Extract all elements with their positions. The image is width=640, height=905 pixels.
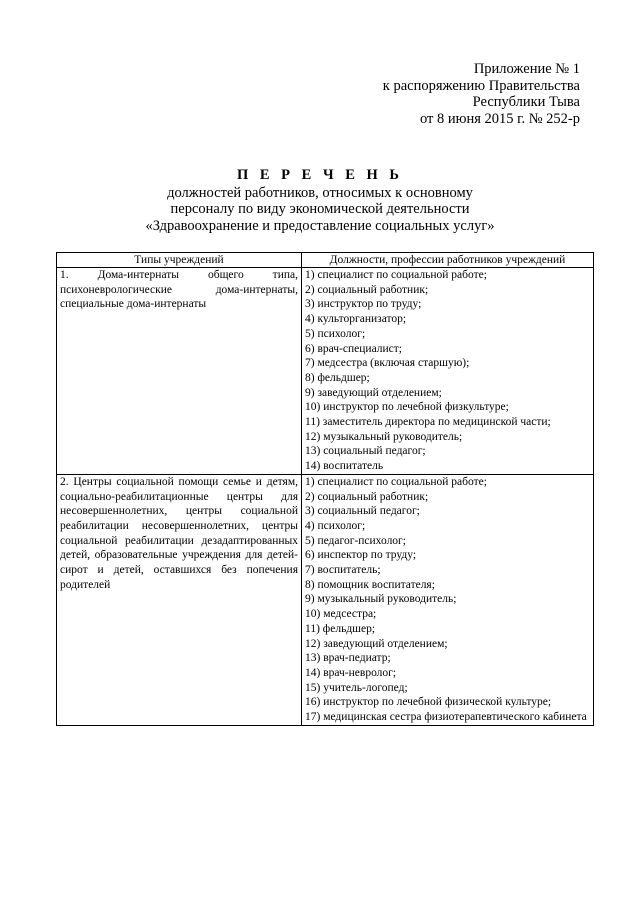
position-item: 2) социальный работник; bbox=[305, 490, 429, 503]
position-item: 6) врач-специалист; bbox=[305, 342, 402, 355]
position-item: 11) фельдшер; bbox=[305, 622, 376, 635]
position-item: 5) психолог; bbox=[305, 327, 366, 340]
table-header-row bbox=[57, 253, 594, 268]
position-item: 9) заведующий отделением; bbox=[305, 386, 442, 399]
appendix-header bbox=[360, 61, 580, 127]
title-line: должностей работников, относимых к основному bbox=[167, 184, 473, 201]
position-item: 12) музыкальный руководитель; bbox=[305, 430, 463, 443]
appendix-line: Приложение № 1 bbox=[473, 61, 580, 77]
position-item: 1) специалист по социальной работе; bbox=[305, 475, 487, 488]
positions-cell bbox=[302, 474, 594, 725]
position-item: 5) педагог-психолог; bbox=[305, 534, 406, 547]
title-heading: П Е Р Е Ч Е Н Ь bbox=[236, 167, 404, 183]
institution-type-cell: 2. Центры социальной помощи семье и детям, социально-реабилитационные центры для несовершеннолетних, центры социальной реабилитации несовершеннолетних, центры социальной реабилитации дезадаптированных детей, образовательные учреждения для детей-сирот и детей, оставшихся без попечения родителей bbox=[57, 474, 302, 725]
position-item: 8) помощник воспитателя; bbox=[305, 578, 435, 591]
position-item: 3) социальный педагог; bbox=[305, 505, 420, 518]
title-line: «Здравоохранение и предоставление социальных услуг» bbox=[145, 217, 495, 234]
appendix-line: от 8 июня 2015 г. № 252-р bbox=[419, 110, 580, 127]
institution-type-cell: 1. Дома-интернаты общего типа, психоневрологические дома-интернаты, специальные дома-интернаты bbox=[57, 268, 302, 475]
column-header-types: Типы учреждений bbox=[57, 253, 302, 268]
position-item: 1) специалист по социальной работе; bbox=[305, 269, 487, 281]
position-item: 4) психолог; bbox=[305, 519, 366, 532]
table-row bbox=[57, 474, 594, 725]
position-item: 10) инструктор по лечебной физкультуре; bbox=[305, 401, 509, 414]
position-item: 11) заместитель директора по медицинской части; bbox=[305, 416, 551, 429]
appendix-line: к распоряжению Правительства bbox=[382, 77, 580, 94]
title-line: персоналу по виду экономической деятельности bbox=[170, 201, 470, 217]
column-header-positions: Должности, профессии работников учреждений bbox=[302, 253, 594, 268]
table-row bbox=[57, 268, 594, 475]
position-item: 12) заведующий отделением; bbox=[305, 637, 448, 650]
positions-table bbox=[56, 252, 594, 726]
position-item: 17) медицинская сестра физиотерапевтического кабинета bbox=[305, 711, 587, 724]
appendix-line: Республики Тыва bbox=[472, 94, 580, 110]
position-item: 2) социальный работник; bbox=[305, 283, 429, 296]
position-item: 16) инструктор по лечебной физической культуре; bbox=[305, 696, 552, 709]
position-item: 7) медсестра (включая старшую); bbox=[305, 357, 470, 370]
document-title bbox=[0, 167, 640, 234]
positions-cell bbox=[302, 268, 594, 475]
position-item: 13) врач-педиатр; bbox=[305, 652, 391, 665]
position-item: 13) социальный педагог; bbox=[305, 445, 426, 458]
position-item: 10) медсестра; bbox=[305, 608, 377, 621]
position-item: 15) учитель-логопед; bbox=[305, 681, 408, 694]
position-item: 7) воспитатель; bbox=[305, 564, 381, 577]
position-item: 14) врач-невролог; bbox=[305, 666, 397, 679]
position-item: 4) культорганизатор; bbox=[305, 313, 407, 326]
position-item: 9) музыкальный руководитель; bbox=[305, 593, 457, 606]
position-item: 8) фельдшер; bbox=[305, 371, 370, 384]
position-item: 6) инспектор по труду; bbox=[305, 549, 417, 562]
position-item: 3) инструктор по труду; bbox=[305, 298, 422, 311]
position-item: 14) воспитатель bbox=[305, 460, 384, 473]
